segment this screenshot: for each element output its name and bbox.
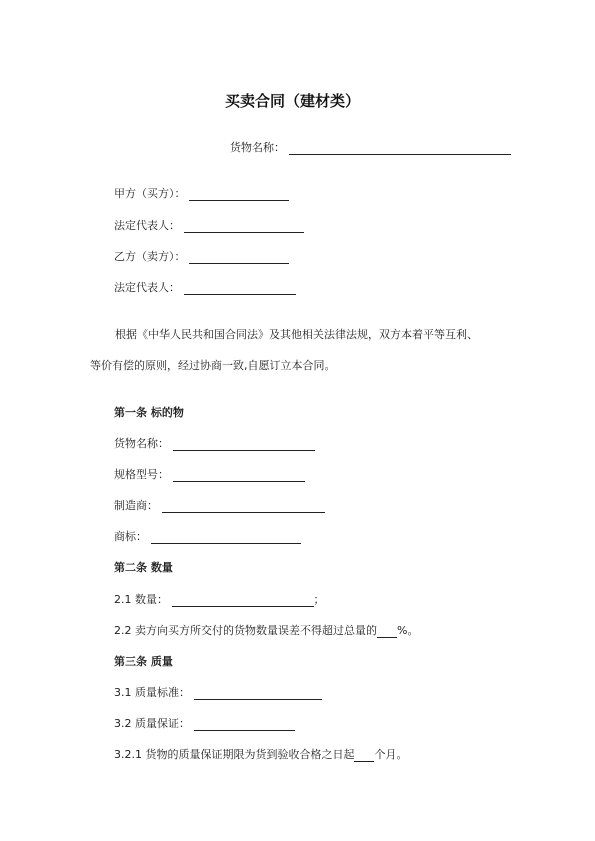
art2-2-row [114, 622, 418, 638]
art3-2-row [114, 715, 295, 731]
legal-rep-2-label: 法定代表人： [114, 281, 180, 294]
art1-maker-blank[interactable] [162, 500, 325, 513]
art3-2-1-label: 3.2.1 货物的质量保证期限为货到验收合格之日起 [114, 748, 355, 761]
art1-maker-row [114, 497, 325, 513]
goods-name-label: 货物名称： [230, 141, 285, 154]
art3-2-1-end: 个月。 [374, 748, 408, 761]
art1-goods-blank[interactable] [173, 438, 315, 451]
art1-brand-row [114, 528, 301, 544]
art2-2-label: 2.2 卖方向买方所交付的货物数量误差不得超过总量的 [114, 624, 377, 637]
art3-1-row [114, 684, 322, 700]
goods-name-blank[interactable] [289, 142, 511, 155]
legal-rep-1-label: 法定代表人： [114, 219, 180, 232]
party-b-label: 乙方（卖方）： [114, 250, 186, 263]
art3-2-1-blank[interactable] [354, 749, 374, 762]
legal-rep-2-row [114, 279, 296, 295]
art3-1-blank[interactable] [194, 687, 322, 700]
art1-brand-label: 商标： [114, 530, 147, 543]
art2-1-row [114, 591, 325, 607]
art1-model-label: 规格型号： [114, 468, 169, 481]
art3-2-blank[interactable] [194, 718, 295, 731]
art1-goods-row [114, 435, 315, 451]
art2-1-blank[interactable] [172, 594, 314, 607]
art1-model-row [114, 466, 305, 482]
art2-1-end: ； [313, 593, 325, 606]
party-a-label: 甲方（买方）： [114, 187, 186, 200]
art3-2-label: 3.2 质量保证： [114, 717, 190, 730]
party-a-blank[interactable] [189, 188, 289, 201]
party-b-blank[interactable] [189, 251, 289, 264]
art1-brand-blank[interactable] [151, 531, 301, 544]
article-3-title: 第三条 质量 [114, 655, 173, 668]
art2-2-blank[interactable] [377, 625, 397, 638]
article-2-title: 第二条 数量 [114, 561, 173, 574]
intro-paragraph [90, 319, 510, 381]
art1-model-blank[interactable] [173, 469, 305, 482]
legal-rep-1-blank[interactable] [184, 220, 304, 233]
art3-2-1-row [114, 746, 407, 762]
party-a-row [114, 185, 289, 201]
art2-1-label: 2.1 数量： [114, 593, 168, 606]
art3-1-label: 3.1 质量标准： [114, 686, 190, 699]
legal-rep-2-blank[interactable] [184, 282, 296, 295]
party-b-row [114, 248, 289, 264]
intro-line-2: 等价有偿的原则，经过协商一致,自愿订立本合同。 [90, 359, 336, 372]
art1-goods-label: 货物名称： [114, 437, 169, 450]
intro-line-1: 根据《中华人民共和国合同法》及其他相关法律法规，双方本着平等互利、 [115, 328, 478, 341]
legal-rep-1-row [114, 217, 304, 233]
document-title: 买卖合同（建材类） [225, 92, 361, 110]
goods-name-top-row [230, 139, 511, 155]
art2-2-end: %。 [397, 624, 419, 637]
article-1-title: 第一条 标的物 [114, 406, 184, 419]
art1-maker-label: 制造商： [114, 499, 158, 512]
